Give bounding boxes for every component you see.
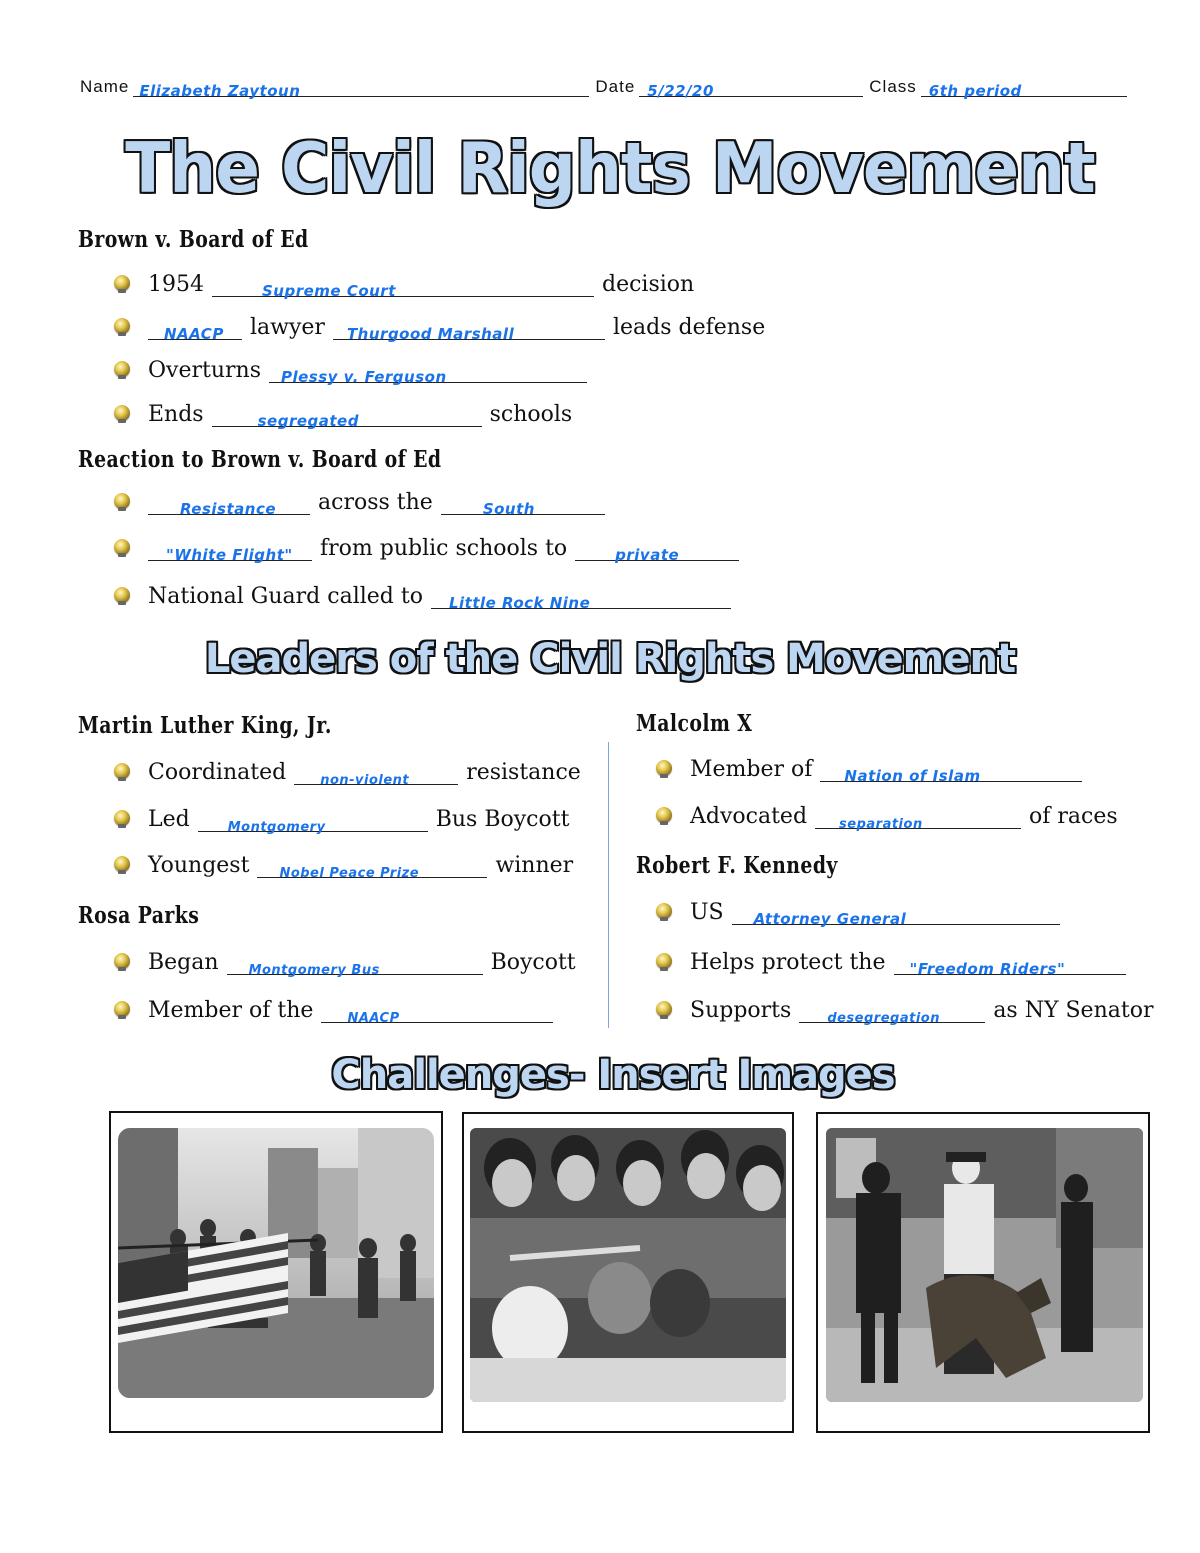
reaction-item-1 (114, 490, 605, 518)
answer-text: "White Flight" (166, 546, 293, 564)
bullet-icon (114, 361, 130, 377)
bullet-icon (114, 587, 130, 603)
brown-item-1 (114, 272, 695, 300)
answer-blank[interactable] (575, 536, 739, 564)
answer-blank[interactable] (333, 315, 605, 343)
malcolm-item-2 (656, 804, 1118, 832)
bullet-icon (114, 810, 130, 826)
answer-text: Montgomery Bus (248, 963, 380, 978)
answer-blank[interactable] (815, 804, 1021, 832)
answer-text: desegregation (827, 1011, 940, 1026)
answer-blank[interactable] (321, 998, 553, 1026)
bullet-icon (114, 1001, 130, 1017)
answer-blank[interactable] (148, 536, 312, 564)
row-text: Began (148, 950, 219, 975)
bullet-icon (656, 760, 672, 776)
row-text: across the (318, 490, 433, 515)
answer-text: Supreme Court (262, 282, 396, 300)
row-text: Supports (690, 998, 792, 1023)
class-field[interactable] (921, 72, 1127, 100)
bullet-icon (656, 1001, 672, 1017)
answer-text: segregated (257, 412, 359, 430)
row-text: Ends (148, 402, 204, 427)
bullet-icon (656, 903, 672, 919)
answer-blank[interactable] (732, 900, 1060, 928)
heading-malcolm: Malcolm X (636, 710, 753, 737)
heading-brown: Brown v. Board of Ed (78, 226, 309, 253)
answer-blank[interactable] (294, 760, 458, 788)
rfk-item-2 (656, 950, 1126, 978)
rfk-item-3 (656, 998, 1154, 1026)
heading-parks: Rosa Parks (78, 902, 200, 929)
name-field[interactable] (133, 72, 589, 100)
row-text: US (690, 900, 724, 925)
answer-text: Plessy v. Ferguson (281, 368, 447, 386)
answer-blank[interactable] (431, 584, 731, 612)
challenges-title: Challenges- Insert Images (331, 1052, 895, 1098)
row-text: Advocated (690, 804, 808, 829)
class-label: Class (869, 77, 917, 96)
row-text: from public schools to (320, 536, 568, 561)
class-value: 6th period (928, 82, 1022, 100)
heading-mlk: Martin Luther King, Jr. (78, 712, 332, 739)
bullet-icon (656, 807, 672, 823)
heading-rfk: Robert F. Kennedy (636, 852, 838, 879)
answer-text: Nation of Islam (844, 767, 981, 785)
mlk-item-3 (114, 853, 574, 881)
mlk-item-1 (114, 760, 581, 788)
student-info-line (80, 72, 1140, 100)
date-label: Date (595, 77, 636, 96)
brown-item-2 (114, 315, 766, 343)
bullet-icon (114, 953, 130, 969)
name-label: Name (80, 77, 130, 96)
answer-text: non-violent (320, 773, 410, 788)
name-value: Elizabeth Zaytoun (139, 82, 301, 100)
answer-blank[interactable] (799, 998, 985, 1026)
photo-flag-attack (118, 1128, 434, 1398)
bullet-icon (114, 405, 130, 421)
answer-blank[interactable] (198, 807, 428, 835)
answer-text: separation (839, 817, 923, 832)
bullet-icon (114, 275, 130, 291)
row-text: Boycott (490, 950, 576, 975)
image-frame-1 (109, 1111, 443, 1433)
row-text: leads defense (612, 315, 766, 340)
row-text: Coordinated (148, 760, 287, 785)
row-text: schools (489, 402, 573, 427)
reaction-item-2 (114, 536, 739, 564)
answer-text: "Freedom Riders" (909, 960, 1066, 978)
answer-blank[interactable] (269, 358, 587, 386)
leaders-title: Leaders of the Civil Rights Movement (204, 636, 1016, 682)
rfk-item-1 (656, 900, 1060, 928)
row-text: Led (148, 807, 190, 832)
row-text: winner (495, 853, 574, 878)
answer-text: NAACP (347, 1011, 400, 1026)
reaction-item-3 (114, 584, 731, 612)
answer-text: private (615, 546, 680, 564)
answer-blank[interactable] (257, 853, 487, 881)
answer-text: Resistance (180, 500, 277, 518)
date-field[interactable] (639, 72, 863, 100)
row-text: lawyer (250, 315, 325, 340)
bullet-icon (114, 493, 130, 509)
row-text: Youngest (148, 853, 250, 878)
row-text: Overturns (148, 358, 261, 383)
bullet-icon (656, 953, 672, 969)
answer-text: NAACP (164, 325, 224, 343)
photo-sit-in (470, 1128, 786, 1402)
row-text: Member of the (148, 998, 314, 1023)
answer-text: South (482, 500, 535, 518)
brown-item-4 (114, 402, 573, 430)
row-text: of races (1029, 804, 1118, 829)
malcolm-item-1 (656, 757, 1082, 785)
photo-police-dog (826, 1128, 1143, 1402)
brown-item-3 (114, 358, 587, 386)
row-text: Helps protect the (690, 950, 886, 975)
mlk-item-2 (114, 807, 570, 835)
heading-reaction: Reaction to Brown v. Board of Ed (78, 446, 442, 473)
page-title: The Civil Rights Movement (125, 128, 1095, 209)
answer-blank[interactable] (441, 490, 605, 518)
row-text: Bus Boycott (435, 807, 570, 832)
image-frame-2 (462, 1112, 794, 1433)
row-text: decision (602, 272, 695, 297)
answer-text: Little Rock Nine (448, 594, 591, 612)
image-frame-3 (816, 1112, 1150, 1433)
parks-item-2 (114, 998, 553, 1026)
column-divider (608, 742, 609, 1028)
parks-item-1 (114, 950, 576, 978)
bullet-icon (114, 318, 130, 334)
answer-text: Attorney General (753, 910, 907, 928)
answer-blank[interactable] (148, 490, 310, 518)
answer-blank[interactable] (212, 402, 482, 430)
answer-text: Nobel Peace Prize (279, 866, 420, 881)
bullet-icon (114, 856, 130, 872)
answer-text: Thurgood Marshall (346, 325, 515, 343)
row-text: Member of (690, 757, 813, 782)
answer-text: Montgomery (227, 820, 326, 835)
answer-blank[interactable] (212, 272, 594, 300)
row-text: 1954 (148, 272, 204, 297)
answer-blank[interactable] (148, 315, 242, 343)
row-text: as NY Senator (993, 998, 1154, 1023)
answer-blank[interactable] (894, 950, 1126, 978)
answer-blank[interactable] (820, 757, 1082, 785)
bullet-icon (114, 539, 130, 555)
date-value: 5/22/20 (647, 82, 714, 100)
row-text: National Guard called to (148, 584, 423, 609)
bullet-icon (114, 763, 130, 779)
answer-blank[interactable] (227, 950, 483, 978)
row-text: resistance (466, 760, 581, 785)
